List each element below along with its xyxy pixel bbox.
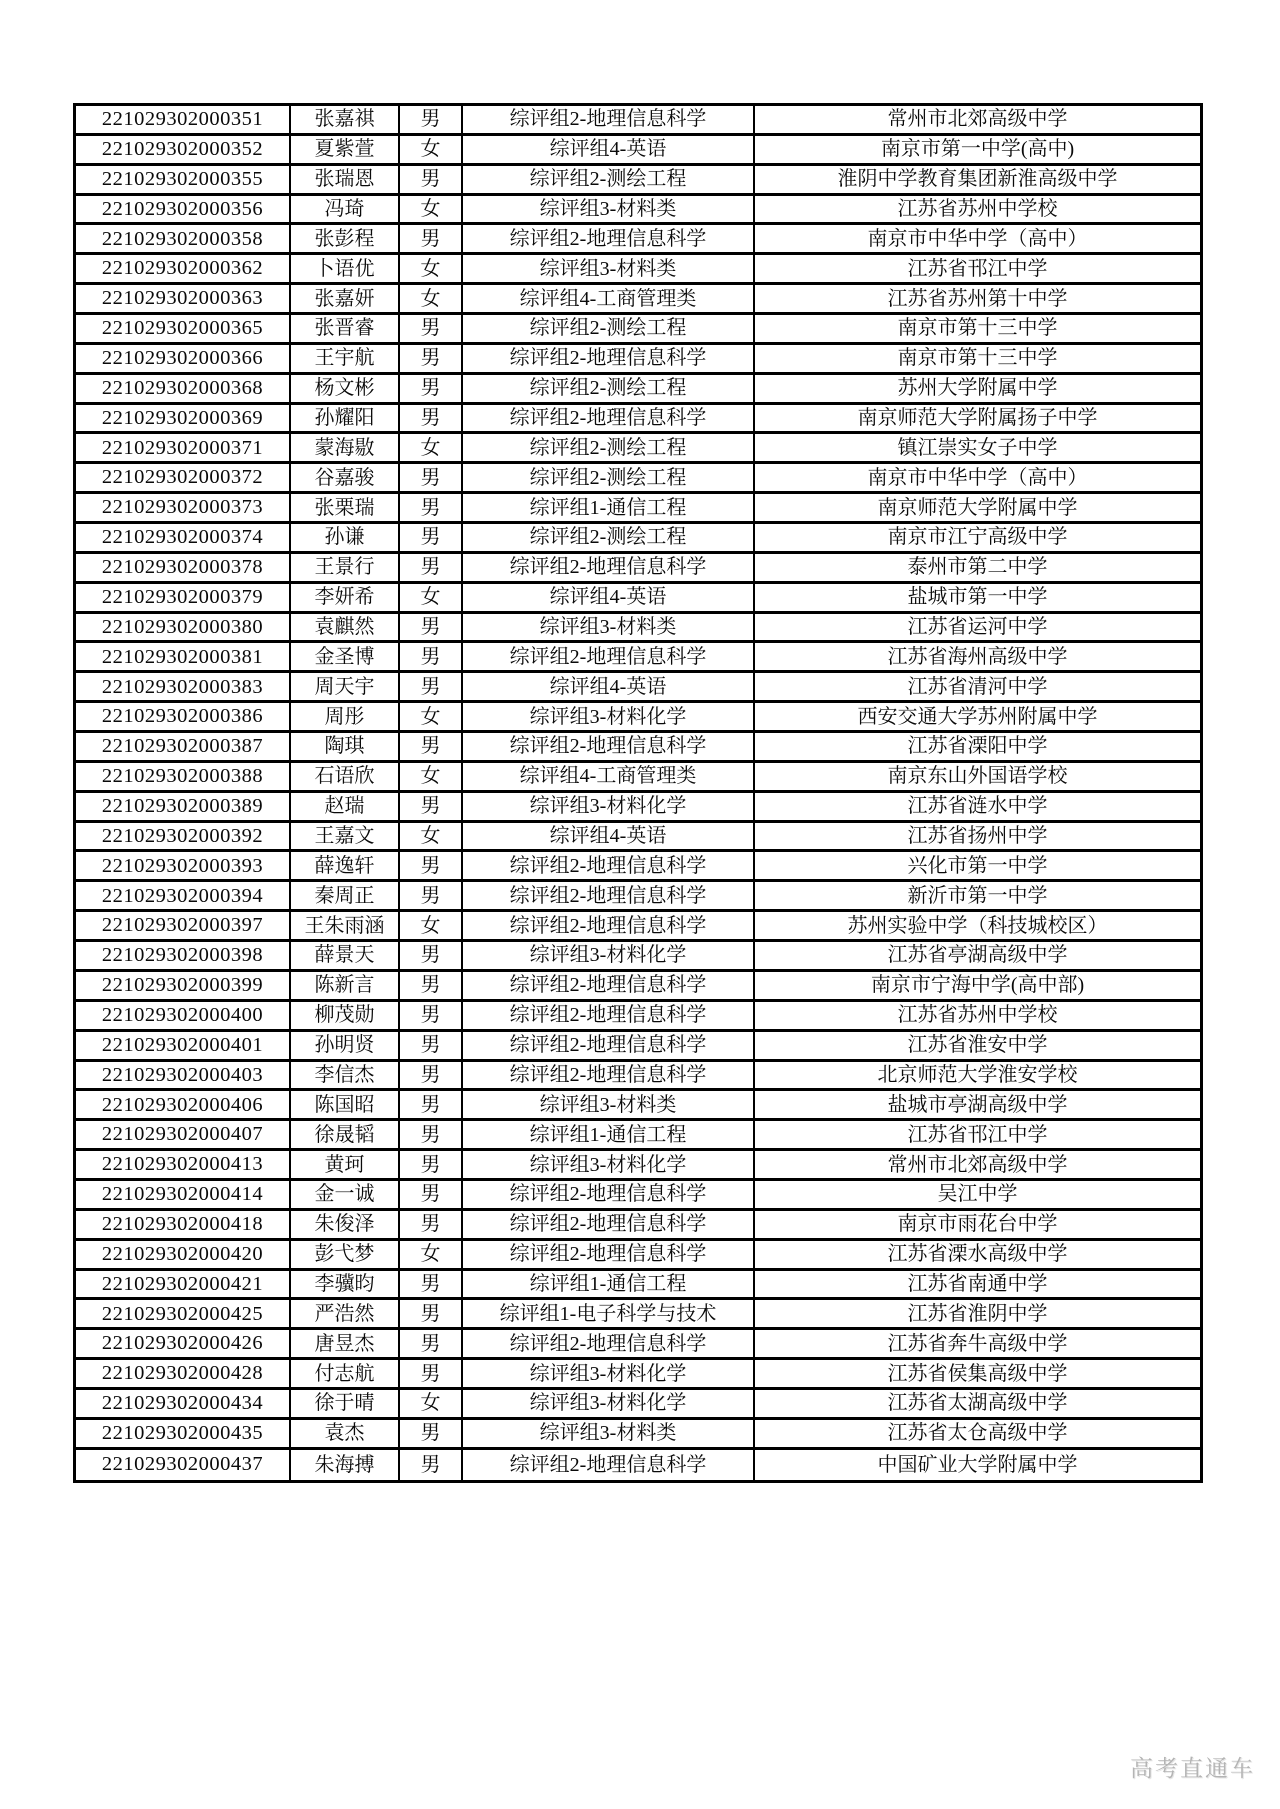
cell-student-name: 朱海搏 <box>291 1450 400 1480</box>
cell-student-name: 张嘉祺 <box>291 106 400 133</box>
cell-gender: 男 <box>400 1032 463 1059</box>
cell-student-name: 薛景天 <box>291 942 400 969</box>
table-row <box>76 1211 1200 1241</box>
cell-eval-group-major: 综评组2-地理信息科学 <box>463 1062 755 1089</box>
cell-high-school: 西安交通大学苏州附属中学 <box>857 705 1098 728</box>
cell-student-name: 张嘉妍 <box>291 285 400 312</box>
table-row <box>76 584 1200 614</box>
table-row <box>76 1032 1200 1062</box>
table-row <box>76 673 1200 703</box>
cell-eval-group-major: 综评组3-材料类 <box>463 196 755 223</box>
cell-exam-number: 221029302000428 <box>76 1360 291 1387</box>
cell-exam-number: 221029302000355 <box>76 166 291 193</box>
table-row <box>76 405 1200 435</box>
cell-gender: 男 <box>400 1450 463 1480</box>
cell-student-name: 李骥昀 <box>291 1271 400 1298</box>
cell-gender: 男 <box>400 554 463 581</box>
cell-student-name: 秦周正 <box>291 882 400 909</box>
table-row <box>76 136 1200 166</box>
cell-eval-group-major: 综评组2-地理信息科学 <box>463 852 755 879</box>
cell-student-name: 柳茂勋 <box>291 1002 400 1029</box>
cell-high-school: 江苏省涟水中学 <box>907 795 1048 818</box>
table-row <box>76 1420 1200 1450</box>
cell-exam-number: 221029302000421 <box>76 1271 291 1298</box>
cell-eval-group-major: 综评组2-地理信息科学 <box>463 554 755 581</box>
cell-high-school: 南京市第十三中学 <box>897 347 1058 370</box>
cell-high-school: 江苏省苏州第十中学 <box>887 287 1068 310</box>
cell-high-school: 江苏省溧水高级中学 <box>887 1243 1068 1266</box>
cell-student-name: 彭弋梦 <box>291 1241 400 1268</box>
table-row <box>76 106 1200 136</box>
table-row <box>76 614 1200 644</box>
cell-gender: 男 <box>400 1062 463 1089</box>
cell-student-name: 张瑞恩 <box>291 166 400 193</box>
cell-exam-number: 221029302000352 <box>76 136 291 163</box>
cell-exam-number: 221029302000358 <box>76 225 291 252</box>
table-row <box>76 524 1200 554</box>
cell-gender: 男 <box>400 494 463 521</box>
cell-student-name: 陈国昭 <box>291 1091 400 1118</box>
cell-gender: 男 <box>400 1420 463 1447</box>
cell-eval-group-major: 综评组2-测绘工程 <box>463 464 755 491</box>
cell-eval-group-major: 综评组4-英语 <box>463 823 755 850</box>
candidate-table <box>73 103 1203 1483</box>
cell-high-school: 北京师范大学淮安学校 <box>877 1063 1078 1086</box>
cell-gender: 男 <box>400 733 463 760</box>
cell-eval-group-major: 综评组3-材料类 <box>463 1091 755 1118</box>
table-row <box>76 793 1200 823</box>
cell-exam-number: 221029302000379 <box>76 584 291 611</box>
cell-gender: 男 <box>400 1181 463 1208</box>
cell-gender: 男 <box>400 225 463 252</box>
cell-high-school: 南京东山外国语学校 <box>887 765 1068 788</box>
cell-student-name: 张彭程 <box>291 225 400 252</box>
table-row <box>76 554 1200 584</box>
cell-student-name: 王景行 <box>291 554 400 581</box>
cell-exam-number: 221029302000397 <box>76 912 291 939</box>
cell-high-school: 南京市中华中学（高中） <box>867 227 1088 250</box>
watermark: 高考直通车 <box>1130 1755 1255 1781</box>
cell-eval-group-major: 综评组2-地理信息科学 <box>463 1181 755 1208</box>
cell-eval-group-major: 综评组4-英语 <box>463 136 755 163</box>
cell-gender: 男 <box>400 1300 463 1327</box>
cell-gender: 男 <box>400 405 463 432</box>
cell-student-name: 唐昱杰 <box>291 1330 400 1357</box>
table-row <box>76 1390 1200 1420</box>
cell-gender: 男 <box>400 852 463 879</box>
cell-exam-number: 221029302000374 <box>76 524 291 551</box>
cell-gender: 男 <box>400 882 463 909</box>
cell-student-name: 徐于晴 <box>291 1390 400 1417</box>
cell-high-school: 兴化市第一中学 <box>907 854 1048 877</box>
cell-student-name: 谷嘉骏 <box>291 464 400 491</box>
cell-gender: 男 <box>400 643 463 670</box>
cell-student-name: 严浩然 <box>291 1300 400 1327</box>
cell-exam-number: 221029302000425 <box>76 1300 291 1327</box>
cell-gender: 男 <box>400 1002 463 1029</box>
cell-eval-group-major: 综评组2-地理信息科学 <box>463 106 755 133</box>
cell-student-name: 朱俊泽 <box>291 1211 400 1238</box>
cell-exam-number: 221029302000380 <box>76 614 291 641</box>
cell-exam-number: 221029302000406 <box>76 1091 291 1118</box>
cell-high-school: 江苏省太湖高级中学 <box>887 1392 1068 1415</box>
cell-gender: 男 <box>400 942 463 969</box>
cell-high-school: 江苏省淮安中学 <box>907 1034 1048 1057</box>
table-row <box>76 1091 1200 1121</box>
cell-high-school: 江苏省溧阳中学 <box>907 735 1048 758</box>
cell-gender: 男 <box>400 673 463 700</box>
cell-student-name: 陈新言 <box>291 972 400 999</box>
cell-exam-number: 221029302000420 <box>76 1241 291 1268</box>
cell-student-name: 薛逸轩 <box>291 852 400 879</box>
cell-high-school: 江苏省邗江中学 <box>907 1123 1048 1146</box>
cell-eval-group-major: 综评组2-地理信息科学 <box>463 1211 755 1238</box>
cell-eval-group-major: 综评组3-材料化学 <box>463 703 755 730</box>
cell-exam-number: 221029302000368 <box>76 375 291 402</box>
table-row <box>76 643 1200 673</box>
cell-eval-group-major: 综评组4-英语 <box>463 673 755 700</box>
cell-gender: 男 <box>400 1151 463 1178</box>
cell-high-school: 江苏省淮阴中学 <box>907 1302 1048 1325</box>
table-row <box>76 315 1200 345</box>
cell-exam-number: 221029302000351 <box>76 106 291 133</box>
cell-exam-number: 221029302000399 <box>76 972 291 999</box>
cell-eval-group-major: 综评组1-通信工程 <box>463 1121 755 1148</box>
cell-student-name: 张栗瑞 <box>291 494 400 521</box>
cell-high-school: 南京市雨花台中学 <box>897 1213 1058 1236</box>
cell-eval-group-major: 综评组2-地理信息科学 <box>463 882 755 909</box>
cell-student-name: 张晋睿 <box>291 315 400 342</box>
cell-exam-number: 221029302000362 <box>76 255 291 282</box>
cell-exam-number: 221029302000392 <box>76 823 291 850</box>
cell-high-school: 淮阴中学教育集团新淮高级中学 <box>837 168 1118 191</box>
cell-exam-number: 221029302000389 <box>76 793 291 820</box>
cell-exam-number: 221029302000366 <box>76 345 291 372</box>
cell-high-school: 南京师范大学附属中学 <box>877 496 1078 519</box>
cell-eval-group-major: 综评组3-材料化学 <box>463 793 755 820</box>
cell-high-school: 镇江崇实女子中学 <box>897 436 1058 459</box>
table-row <box>76 852 1200 882</box>
cell-student-name: 周彤 <box>291 703 400 730</box>
table-row <box>76 733 1200 763</box>
cell-student-name: 袁杰 <box>291 1420 400 1447</box>
cell-exam-number: 221029302000414 <box>76 1181 291 1208</box>
cell-exam-number: 221029302000386 <box>76 703 291 730</box>
cell-exam-number: 221029302000394 <box>76 882 291 909</box>
cell-exam-number: 221029302000378 <box>76 554 291 581</box>
cell-exam-number: 221029302000372 <box>76 464 291 491</box>
cell-eval-group-major: 综评组2-地理信息科学 <box>463 1032 755 1059</box>
cell-student-name: 赵瑞 <box>291 793 400 820</box>
table-row <box>76 912 1200 942</box>
cell-student-name: 陶琪 <box>291 733 400 760</box>
cell-eval-group-major: 综评组2-地理信息科学 <box>463 912 755 939</box>
cell-student-name: 杨文彬 <box>291 375 400 402</box>
cell-high-school: 中国矿业大学附属中学 <box>877 1453 1078 1476</box>
cell-high-school: 盐城市第一中学 <box>907 586 1048 609</box>
cell-student-name: 冯琦 <box>291 196 400 223</box>
table-row <box>76 942 1200 972</box>
table-row <box>76 255 1200 285</box>
table-row <box>76 1450 1200 1480</box>
cell-eval-group-major: 综评组2-地理信息科学 <box>463 733 755 760</box>
table-row <box>76 1121 1200 1151</box>
cell-gender: 女 <box>400 1390 463 1417</box>
cell-student-name: 蒙海敭 <box>291 434 400 461</box>
table-row <box>76 1151 1200 1181</box>
table-row <box>76 494 1200 524</box>
cell-high-school: 南京市中华中学（高中） <box>867 466 1088 489</box>
cell-gender: 男 <box>400 1121 463 1148</box>
table-row <box>76 434 1200 464</box>
cell-student-name: 黄珂 <box>291 1151 400 1178</box>
cell-exam-number: 221029302000413 <box>76 1151 291 1178</box>
cell-exam-number: 221029302000356 <box>76 196 291 223</box>
cell-eval-group-major: 综评组1-通信工程 <box>463 1271 755 1298</box>
table-row <box>76 972 1200 1002</box>
table-row <box>76 882 1200 912</box>
cell-eval-group-major: 综评组2-地理信息科学 <box>463 345 755 372</box>
cell-gender: 男 <box>400 1360 463 1387</box>
cell-exam-number: 221029302000373 <box>76 494 291 521</box>
cell-student-name: 徐晟韬 <box>291 1121 400 1148</box>
cell-student-name: 金圣博 <box>291 643 400 670</box>
cell-student-name: 付志航 <box>291 1360 400 1387</box>
cell-gender: 女 <box>400 703 463 730</box>
table-row <box>76 1300 1200 1330</box>
cell-gender: 女 <box>400 1241 463 1268</box>
cell-exam-number: 221029302000434 <box>76 1390 291 1417</box>
cell-eval-group-major: 综评组2-测绘工程 <box>463 315 755 342</box>
cell-gender: 男 <box>400 1330 463 1357</box>
cell-exam-number: 221029302000426 <box>76 1330 291 1357</box>
cell-student-name: 孙耀阳 <box>291 405 400 432</box>
cell-high-school: 江苏省运河中学 <box>907 616 1048 639</box>
cell-high-school: 南京师范大学附属扬子中学 <box>857 407 1098 430</box>
cell-high-school: 苏州大学附属中学 <box>897 377 1058 400</box>
cell-eval-group-major: 综评组3-材料化学 <box>463 942 755 969</box>
cell-exam-number: 221029302000363 <box>76 285 291 312</box>
table-row <box>76 823 1200 853</box>
cell-high-school: 苏州实验中学（科技城校区） <box>847 914 1108 937</box>
cell-exam-number: 221029302000371 <box>76 434 291 461</box>
cell-gender: 男 <box>400 1091 463 1118</box>
cell-high-school: 吴江中学 <box>937 1183 1018 1206</box>
table-row <box>76 1271 1200 1301</box>
table-row <box>76 703 1200 733</box>
cell-high-school: 江苏省亭湖高级中学 <box>887 944 1068 967</box>
cell-high-school: 盐城市亭湖高级中学 <box>887 1093 1068 1116</box>
cell-gender: 女 <box>400 285 463 312</box>
cell-eval-group-major: 综评组3-材料类 <box>463 614 755 641</box>
cell-high-school: 南京市第一中学(高中) <box>880 138 1075 161</box>
cell-eval-group-major: 综评组3-材料化学 <box>463 1390 755 1417</box>
cell-high-school: 泰州市第二中学 <box>907 556 1048 579</box>
cell-student-name: 李信杰 <box>291 1062 400 1089</box>
cell-gender: 男 <box>400 1271 463 1298</box>
cell-gender: 男 <box>400 972 463 999</box>
cell-gender: 男 <box>400 106 463 133</box>
cell-eval-group-major: 综评组4-工商管理类 <box>463 285 755 312</box>
cell-eval-group-major: 综评组4-工商管理类 <box>463 763 755 790</box>
cell-eval-group-major: 综评组3-材料化学 <box>463 1151 755 1178</box>
cell-eval-group-major: 综评组2-测绘工程 <box>463 166 755 193</box>
cell-eval-group-major: 综评组3-材料化学 <box>463 1360 755 1387</box>
table-row <box>76 1330 1200 1360</box>
table-row <box>76 763 1200 793</box>
cell-eval-group-major: 综评组2-地理信息科学 <box>463 1002 755 1029</box>
table-row <box>76 1002 1200 1032</box>
cell-student-name: 石语欣 <box>291 763 400 790</box>
table-row <box>76 1062 1200 1092</box>
table-row <box>76 1181 1200 1211</box>
cell-gender: 女 <box>400 255 463 282</box>
cell-high-school: 新沂市第一中学 <box>907 884 1048 907</box>
cell-exam-number: 221029302000387 <box>76 733 291 760</box>
cell-gender: 男 <box>400 614 463 641</box>
cell-high-school: 江苏省苏州中学校 <box>897 198 1058 220</box>
cell-student-name: 王宇航 <box>291 345 400 372</box>
cell-high-school: 江苏省扬州中学 <box>907 825 1048 848</box>
cell-high-school: 江苏省奔牛高级中学 <box>887 1332 1068 1355</box>
cell-exam-number: 221029302000398 <box>76 942 291 969</box>
table-row <box>76 196 1200 226</box>
cell-gender: 女 <box>400 823 463 850</box>
cell-eval-group-major: 综评组4-英语 <box>463 584 755 611</box>
cell-gender: 女 <box>400 136 463 163</box>
cell-student-name: 夏紫萱 <box>291 136 400 163</box>
table-row <box>76 375 1200 405</box>
cell-student-name: 袁麒然 <box>291 614 400 641</box>
cell-eval-group-major: 综评组2-测绘工程 <box>463 375 755 402</box>
table-row <box>76 285 1200 315</box>
cell-gender: 女 <box>400 196 463 223</box>
cell-gender: 男 <box>400 1211 463 1238</box>
cell-gender: 男 <box>400 524 463 551</box>
cell-high-school: 江苏省邗江中学 <box>907 257 1048 280</box>
cell-exam-number: 221029302000365 <box>76 315 291 342</box>
cell-student-name: 孙谦 <box>291 524 400 551</box>
cell-eval-group-major: 综评组2-测绘工程 <box>463 524 755 551</box>
cell-student-name: 李妍希 <box>291 584 400 611</box>
cell-high-school: 江苏省太仓高级中学 <box>887 1422 1068 1445</box>
table-row <box>76 225 1200 255</box>
cell-exam-number: 221029302000401 <box>76 1032 291 1059</box>
cell-eval-group-major: 综评组2-地理信息科学 <box>463 972 755 999</box>
cell-high-school: 南京市第十三中学 <box>897 317 1058 340</box>
cell-gender: 女 <box>400 434 463 461</box>
cell-gender: 男 <box>400 464 463 491</box>
cell-high-school: 常州市北郊高级中学 <box>887 1153 1068 1176</box>
cell-gender: 男 <box>400 315 463 342</box>
table-row <box>76 1360 1200 1390</box>
cell-exam-number: 221029302000400 <box>76 1002 291 1029</box>
cell-high-school: 常州市北郊高级中学 <box>887 108 1068 131</box>
cell-exam-number: 221029302000381 <box>76 643 291 670</box>
cell-eval-group-major: 综评组2-地理信息科学 <box>463 1450 755 1480</box>
cell-student-name: 卜语优 <box>291 255 400 282</box>
cell-student-name: 周天宇 <box>291 673 400 700</box>
cell-eval-group-major: 综评组2-地理信息科学 <box>463 405 755 432</box>
cell-high-school: 江苏省侯集高级中学 <box>887 1362 1068 1385</box>
cell-eval-group-major: 综评组2-地理信息科学 <box>463 225 755 252</box>
cell-student-name: 王嘉文 <box>291 823 400 850</box>
cell-student-name: 金一诚 <box>291 1181 400 1208</box>
cell-eval-group-major: 综评组2-地理信息科学 <box>463 643 755 670</box>
table-row <box>76 166 1200 196</box>
cell-exam-number: 221029302000403 <box>76 1062 291 1089</box>
cell-gender: 女 <box>400 584 463 611</box>
table-row <box>76 345 1200 375</box>
cell-high-school: 江苏省清河中学 <box>907 675 1048 698</box>
cell-gender: 女 <box>400 912 463 939</box>
cell-high-school: 江苏省海州高级中学 <box>887 645 1068 668</box>
cell-gender: 男 <box>400 793 463 820</box>
cell-gender: 男 <box>400 345 463 372</box>
cell-high-school: 江苏省南通中学 <box>907 1272 1048 1295</box>
cell-exam-number: 221029302000369 <box>76 405 291 432</box>
table-row <box>76 1241 1200 1271</box>
cell-gender: 女 <box>400 763 463 790</box>
cell-exam-number: 221029302000393 <box>76 852 291 879</box>
cell-eval-group-major: 综评组2-地理信息科学 <box>463 1241 755 1268</box>
cell-student-name: 孙明贤 <box>291 1032 400 1059</box>
cell-exam-number: 221029302000437 <box>76 1450 291 1480</box>
cell-high-school: 江苏省苏州中学校 <box>897 1004 1058 1027</box>
cell-eval-group-major: 综评组3-材料类 <box>463 255 755 282</box>
cell-high-school: 南京市宁海中学(高中部) <box>870 974 1085 997</box>
cell-gender: 男 <box>400 166 463 193</box>
cell-exam-number: 221029302000407 <box>76 1121 291 1148</box>
cell-student-name: 王朱雨涵 <box>291 912 400 939</box>
cell-eval-group-major: 综评组3-材料类 <box>463 1420 755 1447</box>
cell-exam-number: 221029302000435 <box>76 1420 291 1447</box>
cell-eval-group-major: 综评组2-测绘工程 <box>463 434 755 461</box>
cell-exam-number: 221029302000383 <box>76 673 291 700</box>
cell-eval-group-major: 综评组1-通信工程 <box>463 494 755 521</box>
cell-exam-number: 221029302000418 <box>76 1211 291 1238</box>
cell-eval-group-major: 综评组2-地理信息科学 <box>463 1330 755 1357</box>
cell-exam-number: 221029302000388 <box>76 763 291 790</box>
cell-high-school: 南京市江宁高级中学 <box>887 526 1068 549</box>
cell-gender: 男 <box>400 375 463 402</box>
cell-eval-group-major: 综评组1-电子科学与技术 <box>463 1300 755 1327</box>
table-row <box>76 464 1200 494</box>
